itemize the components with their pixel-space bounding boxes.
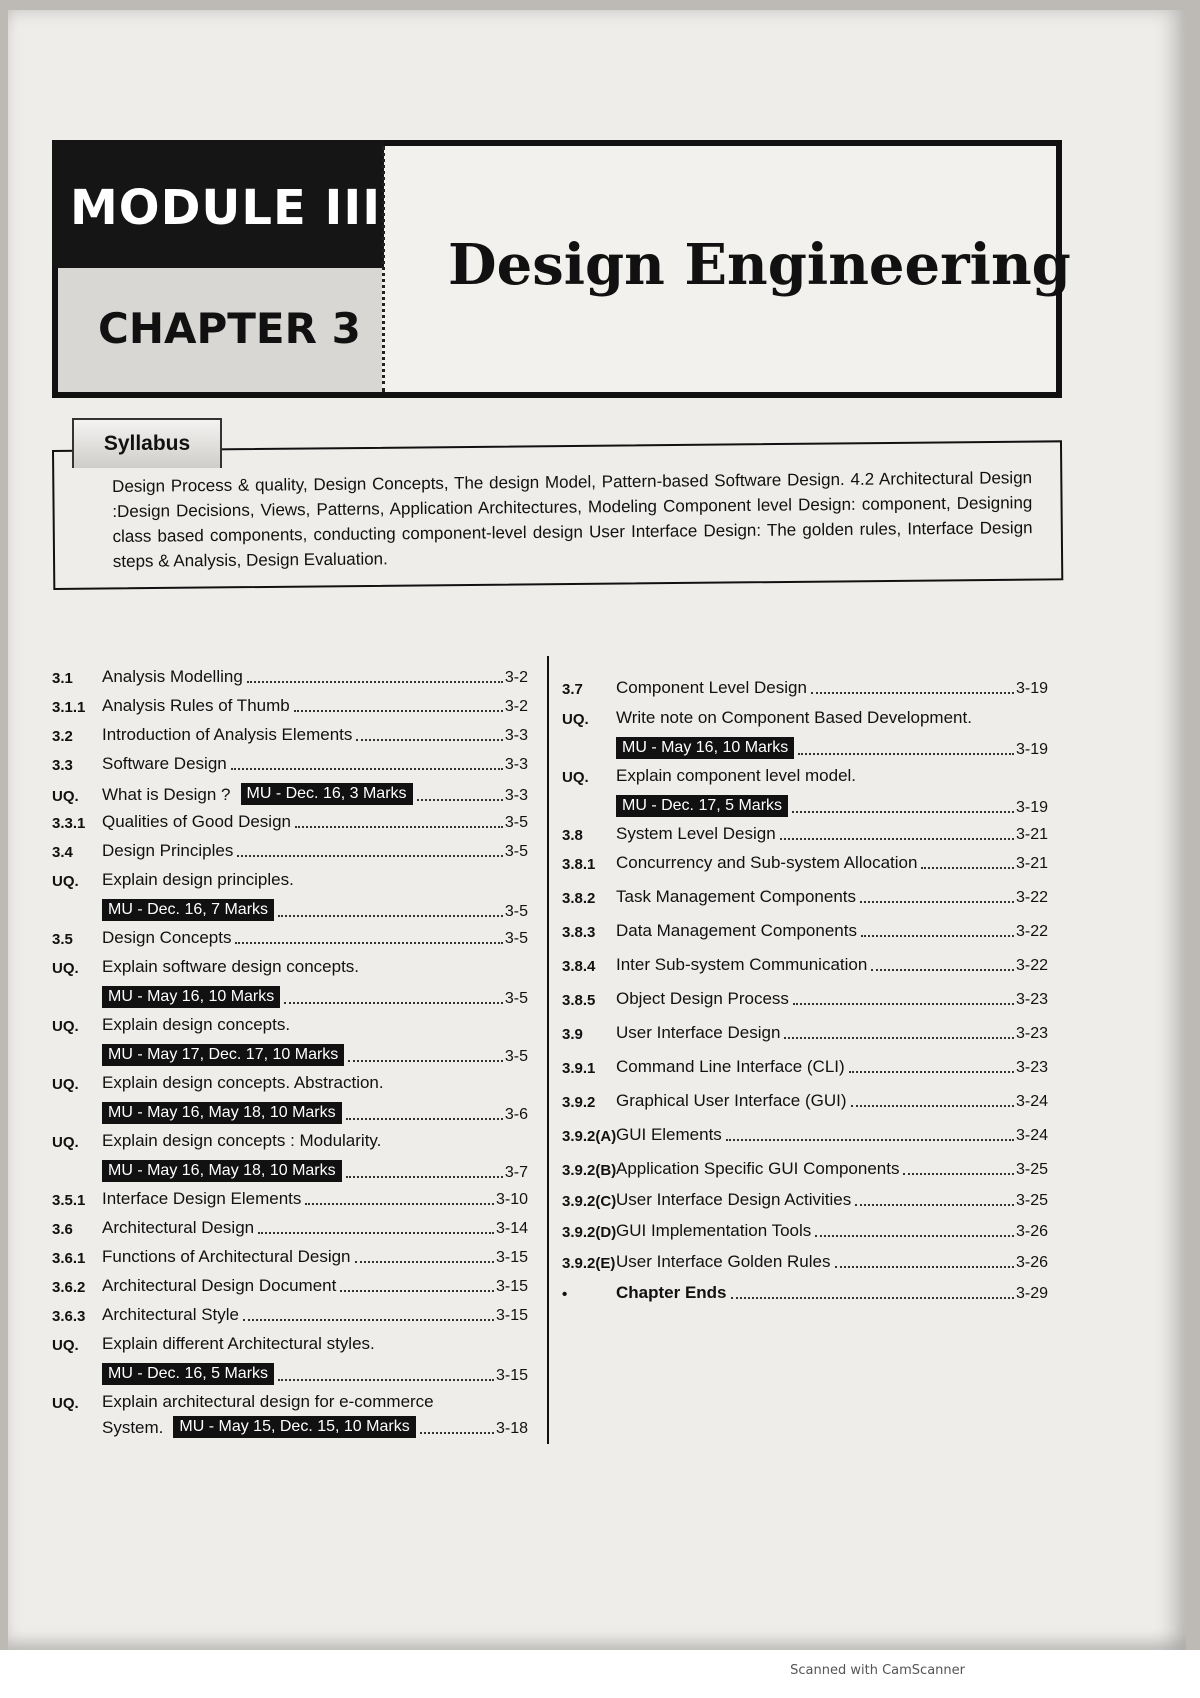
toc-entry-title: Software Design	[102, 754, 227, 773]
toc-entry-page: 3-3	[504, 756, 528, 773]
toc-entry-title: Architectural Design Document	[102, 1276, 337, 1295]
toc-entry-page: 3-5	[504, 990, 528, 1007]
toc-entry-number: 3.6	[52, 1221, 73, 1238]
dot-leader	[855, 1203, 1014, 1206]
toc-entry	[562, 766, 1048, 786]
toc-entry-number: 3.1.1	[52, 699, 86, 716]
toc-entry-number: 3.9.2(E)	[562, 1255, 616, 1272]
toc-entry-number: UQ.	[52, 1134, 79, 1151]
toc-entry-page: 3-3	[504, 727, 528, 744]
toc-entry-page: 3-26	[1015, 1223, 1048, 1240]
toc-entry-page: 3-5	[504, 903, 528, 920]
toc-entry-page: 3-14	[495, 1220, 528, 1237]
toc-entry-title: Explain design principles.	[102, 870, 294, 889]
toc-entry-title: Task Management Components	[616, 887, 857, 906]
toc-entry-page: 3-19	[1015, 741, 1048, 758]
exam-marks-badge: MU - Dec. 16, 3 Marks	[241, 783, 413, 805]
toc-entry-page: 3-19	[1015, 680, 1048, 697]
toc-entry	[562, 887, 1048, 907]
toc-entry	[52, 1247, 528, 1267]
toc-entry-page: 3-24	[1015, 1127, 1048, 1144]
toc-entry	[52, 1218, 528, 1238]
toc-entry-page: 3-22	[1015, 957, 1048, 974]
toc-entry	[562, 955, 1048, 975]
toc-entry	[562, 1125, 1048, 1145]
toc-entry-title: Qualities of Good Design	[102, 812, 291, 831]
toc-entry-number: 3.5	[52, 931, 73, 948]
toc-entry-title: Application Specific GUI Components	[616, 1159, 900, 1178]
toc-entry-number: 3.9.2(A)	[562, 1128, 617, 1145]
toc-entry-page: 3-5	[504, 1048, 528, 1065]
toc-entry	[562, 1283, 1048, 1303]
toc-entry-title: User Interface Golden Rules	[616, 1252, 831, 1271]
toc-entry-title: Graphical User Interface (GUI)	[616, 1091, 847, 1110]
toc-entry-page: 3-25	[1015, 1161, 1048, 1178]
toc-entry-number: 3.4	[52, 844, 73, 861]
toc-entry	[562, 1221, 1048, 1241]
toc-entry-number: 3.8.4	[562, 958, 596, 975]
toc-entry	[562, 708, 1048, 728]
toc-entry-number: 3.8.5	[562, 992, 596, 1009]
toc-entry	[562, 1057, 1048, 1077]
toc-entry	[52, 1044, 528, 1066]
dot-leader	[247, 680, 503, 683]
toc-entry-title: Inter Sub-system Communication	[616, 955, 868, 974]
toc-entry-number: 3.8	[562, 827, 583, 844]
toc-entry-title: GUI Elements	[616, 1125, 722, 1144]
toc-entry-number: 3.6.1	[52, 1250, 86, 1267]
toc-entry-number: UQ.	[52, 1337, 79, 1354]
module-label: MODULE III	[70, 180, 382, 236]
dot-leader	[835, 1265, 1014, 1268]
toc-entry-page: 3-15	[495, 1307, 528, 1324]
toc-entry-number: 3.6.3	[52, 1308, 86, 1325]
dot-leader	[346, 1117, 503, 1120]
toc-entry-title: Command Line Interface (CLI)	[616, 1057, 845, 1076]
toc-entry	[562, 921, 1048, 941]
toc-entry-page: 3-2	[504, 698, 528, 715]
scan-footer-strip	[0, 1650, 1200, 1698]
dot-leader	[231, 767, 503, 770]
toc-entry-title: Explain design concepts. Abstraction.	[102, 1073, 384, 1092]
toc-entry	[52, 1334, 528, 1354]
header-divider	[382, 146, 385, 392]
toc-entry-title: Analysis Modelling	[102, 667, 243, 686]
toc-entry-number: UQ.	[562, 769, 589, 786]
syllabus-tab: Syllabus	[72, 418, 222, 468]
toc-entry-number: 3.6.2	[52, 1279, 86, 1296]
exam-marks-badge: MU - Dec. 17, 5 Marks	[616, 795, 788, 817]
toc-entry-title: Introduction of Analysis Elements	[102, 725, 353, 744]
toc-entry-number: 3.1	[52, 670, 73, 687]
toc-entry	[52, 986, 528, 1008]
toc-entry	[562, 678, 1048, 698]
dot-leader	[903, 1172, 1013, 1175]
toc-entry-number: 3.3.1	[52, 815, 86, 832]
dot-leader	[811, 691, 1014, 694]
dot-leader	[420, 1431, 494, 1434]
dot-leader	[849, 1070, 1014, 1073]
toc-entry	[52, 667, 528, 687]
toc-entry-title: User Interface Design Activities	[616, 1190, 852, 1209]
toc-entry	[562, 853, 1048, 873]
dot-leader	[278, 914, 503, 917]
toc-entry-number: UQ.	[52, 1395, 79, 1412]
toc-entry-number: 3.8.1	[562, 856, 596, 873]
toc-entry	[52, 1160, 528, 1182]
toc-entry-page: 3-21	[1015, 826, 1048, 843]
toc-entry	[52, 1416, 528, 1438]
toc-entry-number: UQ.	[52, 960, 79, 977]
toc-entry-page: 3-5	[504, 843, 528, 860]
toc-entry	[562, 989, 1048, 1009]
toc-entry-number: 3.7	[562, 681, 583, 698]
toc-entry-title: Explain different Architectural styles.	[102, 1334, 375, 1353]
dot-leader	[792, 810, 1014, 813]
exam-marks-badge: MU - May 16, May 18, 10 Marks	[102, 1160, 342, 1182]
toc-entry-number: 3.9.2	[562, 1094, 596, 1111]
toc-entry-number: 3.9.2(B)	[562, 1162, 617, 1179]
toc-entry	[52, 870, 528, 890]
dot-leader	[305, 1202, 494, 1205]
dot-leader	[237, 854, 503, 857]
toc-entry-title: Analysis Rules of Thumb	[102, 696, 290, 715]
exam-marks-badge: MU - May 16, 10 Marks	[102, 986, 280, 1008]
toc-entry-page: 3-15	[495, 1278, 528, 1295]
toc-entry-page: 3-2	[504, 669, 528, 686]
exam-marks-badge: MU - May 16, 10 Marks	[616, 737, 794, 759]
toc-entry-title: Design Principles	[102, 841, 234, 860]
toc-entry	[52, 1073, 528, 1093]
toc-entry-number: UQ.	[562, 711, 589, 728]
toc-column-divider	[547, 656, 549, 1444]
toc-entry-page: 3-22	[1015, 889, 1048, 906]
toc-entry	[52, 812, 528, 832]
dot-leader	[793, 1002, 1014, 1005]
toc-entry-title: Data Management Components	[616, 921, 857, 940]
toc-entry	[52, 1363, 528, 1385]
toc-entry-page: 3-21	[1015, 855, 1048, 872]
toc-entry-page: 3-22	[1015, 923, 1048, 940]
dot-leader	[355, 1260, 494, 1263]
toc-entry-page: 3-6	[504, 1106, 528, 1123]
toc-entry	[562, 795, 1048, 817]
toc-entry-number: 3.8.3	[562, 924, 596, 941]
toc-entry-title: GUI Implementation Tools	[616, 1221, 812, 1240]
toc-entry-page: 3-29	[1015, 1285, 1048, 1302]
toc-entry-page: 3-7	[504, 1164, 528, 1181]
dot-leader	[356, 738, 502, 741]
dot-leader	[294, 709, 503, 712]
toc-entry-title: Object Design Process	[616, 989, 789, 1008]
exam-marks-badge: MU - Dec. 16, 7 Marks	[102, 899, 274, 921]
toc-entry-page: 3-15	[495, 1249, 528, 1266]
toc-entry-number: UQ.	[52, 1076, 79, 1093]
dot-leader	[780, 837, 1014, 840]
dot-leader	[278, 1378, 494, 1381]
toc-entry-title: Functions of Architectural Design	[102, 1247, 351, 1266]
dot-leader	[861, 934, 1014, 937]
toc-entry-title: Explain software design concepts.	[102, 957, 360, 976]
toc-entry-title: Design Concepts	[102, 928, 232, 947]
toc-entry-title: Explain component level model.	[616, 766, 857, 785]
toc-entry-title: Write note on Component Based Development.	[616, 708, 972, 727]
toc-entry	[52, 754, 528, 774]
toc-entry-page: 3-23	[1015, 1059, 1048, 1076]
toc-entry-page: 3-25	[1015, 1192, 1048, 1209]
exam-marks-badge: MU - May 17, Dec. 17, 10 Marks	[102, 1044, 344, 1066]
toc-entry	[562, 824, 1048, 844]
toc-entry-number: UQ.	[52, 788, 79, 805]
toc-entry	[52, 1131, 528, 1151]
toc-entry-page: 3-23	[1015, 991, 1048, 1008]
toc-entry-title: Explain design concepts.	[102, 1015, 291, 1034]
toc-entry-title: System Level Design	[616, 824, 776, 843]
toc-entry	[52, 1102, 528, 1124]
toc-entry	[562, 1023, 1048, 1043]
toc-entry-number: •	[562, 1286, 568, 1303]
dot-leader	[348, 1059, 503, 1062]
toc-entry-page: 3-3	[504, 787, 528, 804]
dot-leader	[417, 798, 503, 801]
toc-entry-number: 3.9.2(C)	[562, 1193, 617, 1210]
dot-leader	[726, 1138, 1014, 1141]
toc-entry-number: 3.8.2	[562, 890, 596, 907]
chapter-title: Design Engineering	[448, 232, 1071, 298]
toc-entry	[52, 928, 528, 948]
exam-marks-badge: MU - May 16, May 18, 10 Marks	[102, 1102, 342, 1124]
dot-leader	[295, 825, 503, 828]
toc-entry-page: 3-26	[1015, 1254, 1048, 1271]
toc-entry	[562, 1190, 1048, 1210]
dot-leader	[284, 1001, 503, 1004]
dot-leader	[340, 1289, 494, 1292]
toc-entry-title: Explain design concepts : Modularity.	[102, 1131, 382, 1150]
toc-entry	[52, 1015, 528, 1035]
toc-entry-title: Interface Design Elements	[102, 1189, 302, 1208]
toc-entry	[52, 1189, 528, 1209]
toc-entry	[52, 696, 528, 716]
toc-entry	[52, 725, 528, 745]
toc-entry-number: 3.3	[52, 757, 73, 774]
toc-entry-page: 3-5	[504, 930, 528, 947]
dot-leader	[921, 866, 1014, 869]
dot-leader	[798, 752, 1014, 755]
dot-leader	[731, 1296, 1014, 1299]
toc-entry-number: 3.9.2(D)	[562, 1224, 617, 1241]
syllabus-text: Design Process & quality, Design Concepts, The design Model, Pattern-based Software Design. 4.2 Architectural Design :Design Decisions, Views, Patterns, Application Architectures, Modeling Component level Design: component, Designing class based components, conducting component-level design User Interface Design: The golden rules, Interface Design steps & Analysis, Design Evaluation.	[112, 468, 1033, 571]
dot-leader	[346, 1175, 503, 1178]
dot-leader	[258, 1231, 494, 1234]
toc-entry-title: What is Design ?	[102, 785, 231, 804]
toc-entry	[52, 957, 528, 977]
toc-entry	[562, 1091, 1048, 1111]
toc-entry-title: Architectural Design	[102, 1218, 255, 1237]
toc-entry-page: 3-18	[495, 1420, 528, 1437]
toc-entry	[52, 841, 528, 861]
toc-entry	[52, 783, 528, 805]
toc-entry-title: Concurrency and Sub-system Allocation	[616, 853, 918, 872]
toc-entry-number: 3.5.1	[52, 1192, 86, 1209]
toc-entry-number: 3.9	[562, 1026, 583, 1043]
toc-entry-page: 3-10	[495, 1191, 528, 1208]
scan-watermark-text: Scanned with CamScanner	[790, 1663, 965, 1678]
toc-entry-number: 3.9.1	[562, 1060, 596, 1077]
toc-entry	[562, 737, 1048, 759]
toc-entry-number: UQ.	[52, 1018, 79, 1035]
toc-entry	[52, 1276, 528, 1296]
toc-entry	[52, 899, 528, 921]
dot-leader	[243, 1318, 494, 1321]
dot-leader	[235, 941, 502, 944]
dot-leader	[860, 900, 1014, 903]
dot-leader	[815, 1234, 1014, 1237]
toc-entry-title: Explain architectural design for e-commerce	[102, 1392, 434, 1411]
exam-marks-badge: MU - Dec. 16, 5 Marks	[102, 1363, 274, 1385]
toc-entry-title: User Interface Design	[616, 1023, 781, 1042]
toc-entry	[52, 1392, 528, 1412]
toc-entry	[562, 1252, 1048, 1272]
toc-entry-page: 3-24	[1015, 1093, 1048, 1110]
toc-entry-number: UQ.	[52, 873, 79, 890]
toc-entry-title: Chapter Ends	[616, 1283, 727, 1302]
exam-marks-badge: MU - May 15, Dec. 15, 10 Marks	[173, 1416, 415, 1438]
toc-entry-page: 3-5	[504, 814, 528, 831]
toc-entry-title: Component Level Design	[616, 678, 807, 697]
toc-entry-page: 3-23	[1015, 1025, 1048, 1042]
dot-leader	[871, 968, 1014, 971]
toc-entry	[52, 1305, 528, 1325]
toc-entry-number: 3.2	[52, 728, 73, 745]
toc-entry-title: System.	[102, 1418, 164, 1437]
chapter-label: CHAPTER 3	[98, 304, 361, 353]
toc-entry-title: Architectural Style	[102, 1305, 239, 1324]
dot-leader	[851, 1104, 1014, 1107]
toc-entry-page: 3-15	[495, 1367, 528, 1384]
dot-leader	[784, 1036, 1014, 1039]
toc-entry	[562, 1159, 1048, 1179]
toc-entry-page: 3-19	[1015, 799, 1048, 816]
